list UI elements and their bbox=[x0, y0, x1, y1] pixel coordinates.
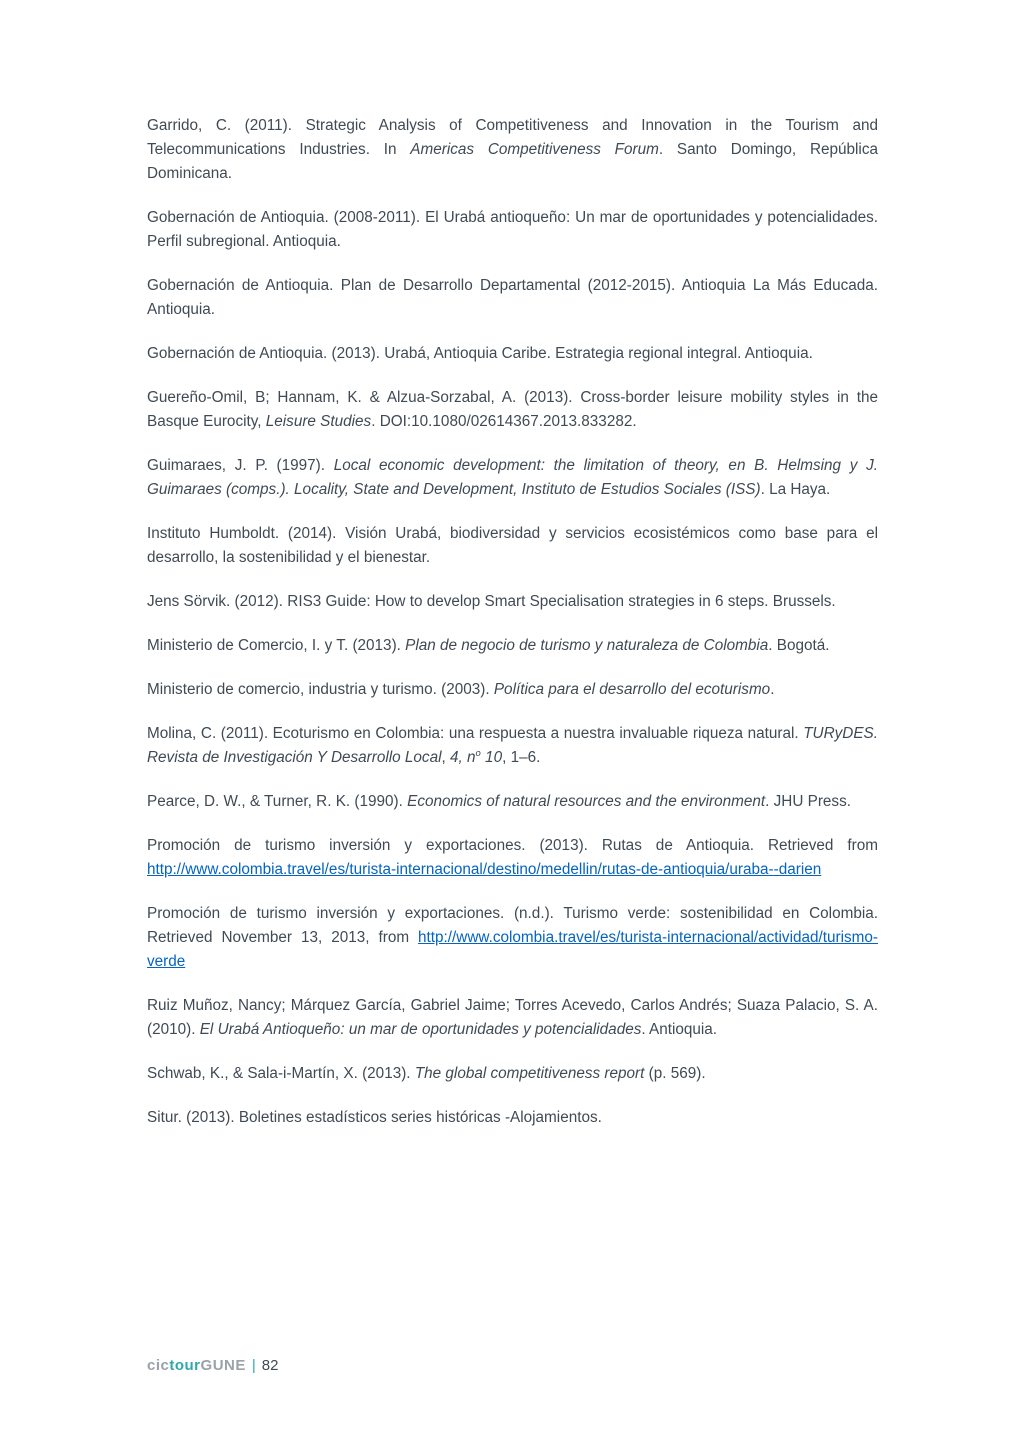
reference-text: . DOI:10.1080/02614367.2013.833282. bbox=[371, 413, 637, 430]
reference-text: . La Haya. bbox=[760, 481, 831, 498]
reference-text: TURyDES. Revista de Investigación Y Desarrollo Local bbox=[147, 725, 878, 766]
reference-text: Ministerio de Comercio, I. y T. (2013). bbox=[147, 637, 406, 654]
reference-link[interactable]: http://www.colombia.travel/es/turista-internacional/destino/medellin/rutas-de-antioquia/uraba--darien bbox=[147, 861, 822, 878]
footer-separator: | bbox=[251, 1357, 256, 1374]
reference-item bbox=[147, 522, 878, 570]
reference-item bbox=[147, 790, 878, 814]
reference-item bbox=[147, 634, 878, 658]
reference-text: Política para el desarrollo del ecoturismo bbox=[493, 681, 771, 698]
reference-text: 4, n bbox=[450, 749, 476, 766]
reference-item bbox=[147, 994, 878, 1042]
reference-text: Guimaraes, J. P. (1997). bbox=[147, 457, 334, 474]
reference-text: . Antioquia. bbox=[641, 1021, 718, 1038]
reference-item bbox=[147, 454, 878, 502]
reference-text: Gobernación de Antioquia. Plan de Desarrollo Departamental (2012-2015). Antioquia La Más Educada. Antioquia. bbox=[147, 277, 878, 318]
reference-text: Guereño-Omil, B; Hannam, K. & Alzua-Sorzabal, A. (2013). Cross-border leisure mobility styles in the Basque Eurocity, bbox=[147, 389, 878, 430]
reference-item bbox=[147, 1062, 878, 1086]
cictourgune-logo bbox=[147, 1357, 246, 1374]
logo-part-gune: GUNE bbox=[200, 1357, 246, 1374]
reference-item bbox=[147, 1106, 878, 1130]
reference-item bbox=[147, 114, 878, 186]
reference-item bbox=[147, 902, 878, 974]
reference-item bbox=[147, 834, 878, 882]
reference-text: Promoción de turismo inversión y exportaciones. (n.d.). Turismo verde: sostenibilidad en Colombia. Retrieved November 13, 2013, from bbox=[147, 905, 878, 946]
reference-text: Promoción de turismo inversión y exportaciones. (2013). Rutas de Antioquia. Retrieved from bbox=[147, 837, 878, 854]
reference-text: Gobernación de Antioquia. (2013). Urabá, Antioquia Caribe. Estrategia regional integral. Antioquia. bbox=[147, 345, 813, 362]
reference-text: Schwab, K., & Sala-i-Martín, X. (2013). bbox=[147, 1065, 415, 1082]
reference-text: Leisure Studies bbox=[265, 413, 372, 430]
reference-text: . Bogotá. bbox=[768, 637, 830, 654]
references-list bbox=[147, 114, 878, 1150]
reference-item bbox=[147, 722, 878, 770]
reference-text: Economics of natural resources and the environment bbox=[407, 793, 766, 810]
reference-text: Jens Sörvik. (2012). RIS3 Guide: How to develop Smart Specialisation strategies in 6 steps. Brussels. bbox=[147, 593, 836, 610]
reference-text: , bbox=[441, 749, 450, 766]
logo-part-cic: cic bbox=[147, 1357, 170, 1374]
reference-text: . Santo Domingo, República Dominicana. bbox=[147, 141, 878, 182]
reference-text: Local economic development: the limitation of theory, en B. Helmsing y J. Guimaraes (comps.). Locality, State and Development, Instituto de Estudios Sociales (ISS) bbox=[147, 457, 878, 498]
reference-item bbox=[147, 590, 878, 614]
reference-text: , 1–6. bbox=[502, 749, 541, 766]
reference-item bbox=[147, 274, 878, 322]
reference-text: Molina, C. (2011). Ecoturismo en Colombia: una respuesta a nuestra invaluable riqueza natural. bbox=[147, 725, 804, 742]
reference-text: (p. 569). bbox=[644, 1065, 706, 1082]
reference-text: Ruiz Muñoz, Nancy; Márquez García, Gabriel Jaime; Torres Acevedo, Carlos Andrés; Suaza Palacio, S. A. (2010). bbox=[147, 997, 878, 1038]
reference-text: o bbox=[475, 747, 481, 759]
logo-part-tour: tour bbox=[169, 1357, 201, 1374]
reference-link[interactable]: http://www.colombia.travel/es/turista-internacional/actividad/turismo-verde bbox=[147, 929, 878, 970]
reference-text: Gobernación de Antioquia. (2008-2011). El Urabá antioqueño: Un mar de oportunidades y potencialidades. Perfil subregional. Antioquia. bbox=[147, 209, 878, 250]
reference-text: Pearce, D. W., & Turner, R. K. (1990). bbox=[147, 793, 408, 810]
reference-item bbox=[147, 342, 878, 366]
reference-text: Garrido, C. (2011). Strategic Analysis of Competitiveness and Innovation in the Tourism and Telecommunications Industries. In bbox=[147, 117, 878, 158]
reference-text: 10 bbox=[480, 749, 503, 766]
reference-item bbox=[147, 386, 878, 434]
reference-text: . JHU Press. bbox=[765, 793, 851, 810]
page-footer bbox=[147, 1357, 278, 1374]
reference-item bbox=[147, 206, 878, 254]
reference-text: . bbox=[770, 681, 775, 698]
reference-text: Plan de negocio de turismo y naturaleza de Colombia bbox=[405, 637, 769, 654]
reference-item bbox=[147, 678, 878, 702]
reference-text: Instituto Humboldt. (2014). Visión Urabá, biodiversidad y servicios ecosistémicos como base para el desarrollo, la sostenibilidad y el bienestar. bbox=[147, 525, 878, 566]
reference-text: Americas Competitiveness Forum bbox=[410, 141, 659, 158]
page-number: 82 bbox=[261, 1357, 279, 1374]
reference-text: El Urabá Antioqueño: un mar de oportunidades y potencialidades bbox=[199, 1021, 642, 1038]
reference-text: The global competitiveness report bbox=[414, 1065, 645, 1082]
reference-text: Situr. (2013). Boletines estadísticos series históricas -Alojamientos. bbox=[147, 1109, 602, 1126]
reference-text: Ministerio de comercio, industria y turismo. (2003). bbox=[147, 681, 494, 698]
